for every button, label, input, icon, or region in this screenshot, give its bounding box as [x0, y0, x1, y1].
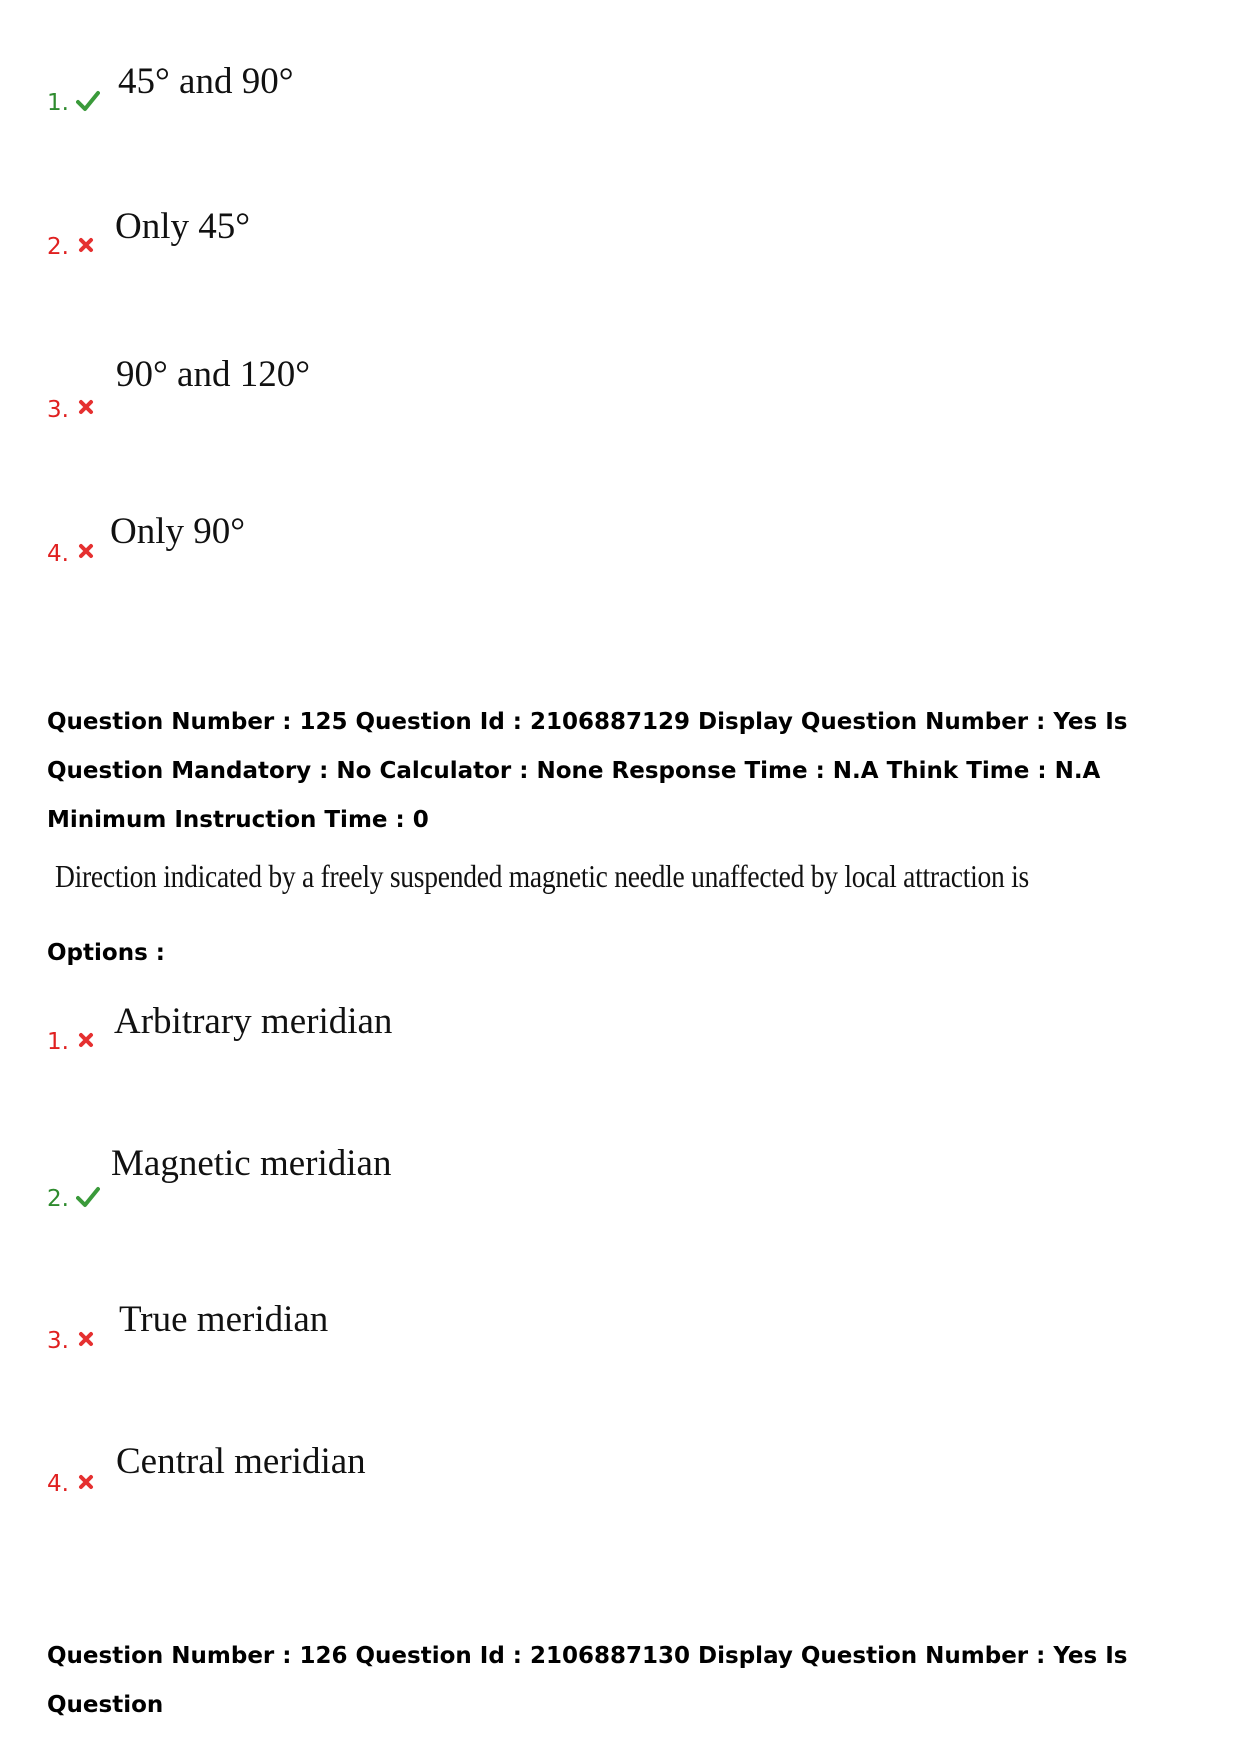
check-icon [76, 1186, 100, 1208]
option-number: 3. [47, 1328, 69, 1354]
option-text: Only 90° [110, 511, 246, 552]
question-text: Direction indicated by a freely suspended magnetic needle unaffected by local attraction is [55, 858, 1029, 894]
option-row [0, 60, 1240, 140]
option-number: 1. [47, 1029, 69, 1055]
question-meta: Question Number : 125 Question Id : 2106887129 Display Question Number : Yes Is Question Mandatory : No Calculator : None Response Time : N.A Think Time : N.A Minimum Instruction Time : 0 [47, 709, 1128, 833]
cross-icon [78, 1032, 94, 1048]
options-label: Options : [47, 940, 165, 966]
option-text: Central meridian [116, 1441, 366, 1482]
option-row [0, 1142, 1240, 1222]
option-text: Magnetic meridian [111, 1143, 392, 1184]
option-row [0, 510, 1240, 590]
option-number: 2. [47, 1186, 69, 1212]
option-number: 2. [47, 234, 69, 260]
option-row [0, 1298, 1240, 1378]
cross-icon [78, 1474, 94, 1490]
question-meta: Question Number : 126 Question Id : 2106887130 Display Question Number : Yes Is Question [47, 1643, 1128, 1718]
cross-icon [78, 543, 94, 559]
option-row [0, 1440, 1240, 1520]
option-row [0, 353, 1240, 433]
option-number: 1. [47, 90, 69, 116]
check-icon [76, 90, 100, 112]
cross-icon [78, 237, 94, 253]
option-number: 3. [47, 397, 69, 423]
cross-icon [78, 399, 94, 415]
option-text: True meridian [119, 1299, 329, 1340]
option-row [0, 205, 1240, 285]
option-text: 45° and 90° [118, 61, 294, 102]
option-text: Only 45° [115, 206, 251, 247]
cross-icon [78, 1331, 94, 1347]
option-row [0, 1000, 1240, 1080]
option-number: 4. [47, 541, 69, 567]
option-number: 4. [47, 1471, 69, 1497]
option-text: Arbitrary meridian [114, 1001, 393, 1042]
option-text: 90° and 120° [116, 354, 311, 395]
